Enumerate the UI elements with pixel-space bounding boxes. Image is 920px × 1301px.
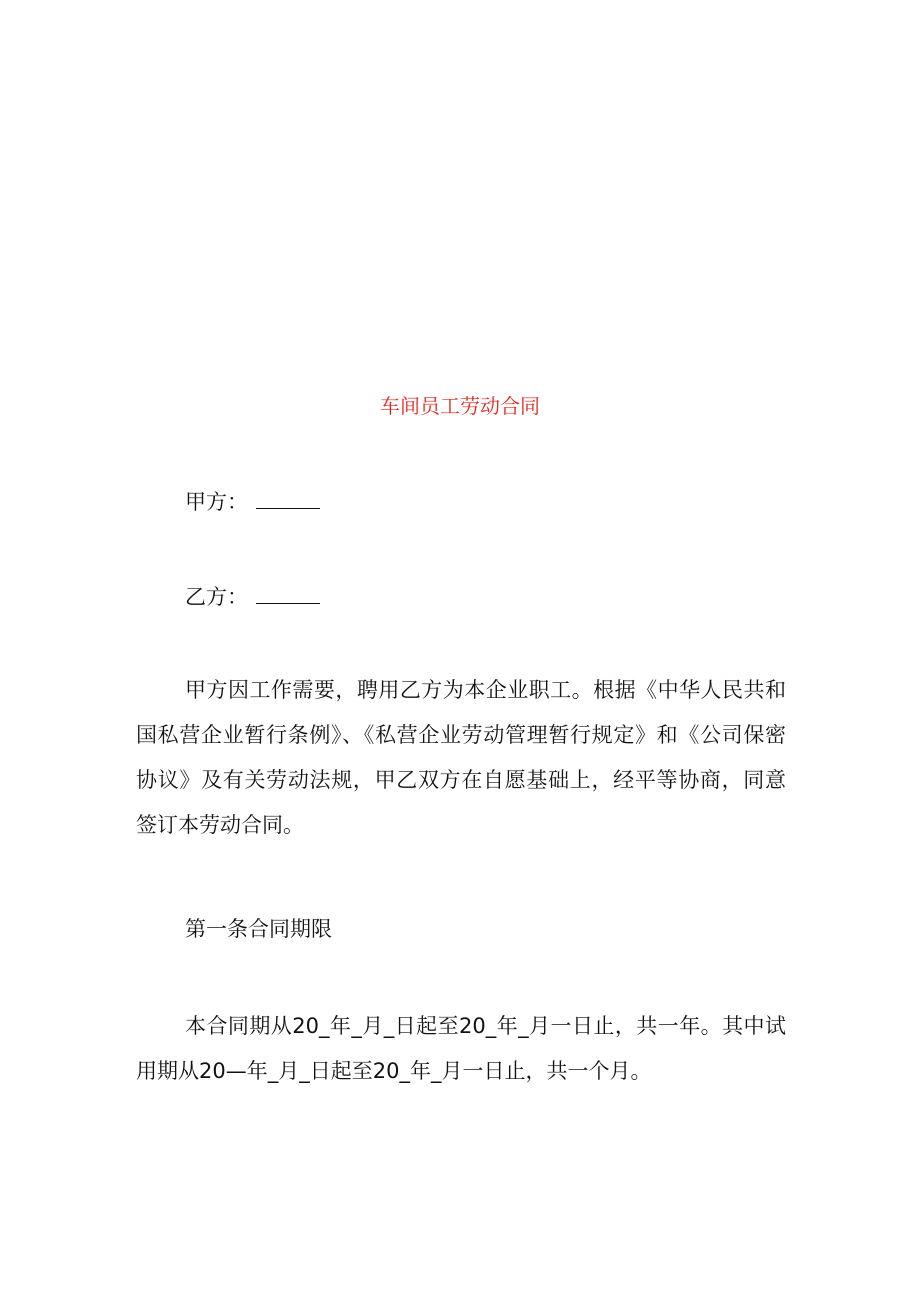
- intro-paragraph: 甲方因工作需要，聘用乙方为本企业职工。根据《中华人民共和国私营企业暂行条例》、《私营企业劳动管理暂行规定》和《公司保密协议》及有关劳动法规，甲乙双方在自愿基础上，经平等协商，同意签订本劳动合同。: [136, 678, 786, 837]
- party-b-label: 乙方：: [185, 585, 248, 609]
- article-1-body: 本合同期从20_年_月_日起至20_年_月一日止，共一年。其中试用期从20—年_月_日起至20_年_月一日止，共一个月。: [136, 1014, 786, 1083]
- party-a-label: 甲方：: [185, 490, 248, 514]
- article-1-heading: 第一条合同期限: [185, 917, 332, 941]
- party-b-line: [185, 582, 320, 612]
- document-title: 车间员工劳动合同: [380, 394, 540, 418]
- party-a-line: [185, 487, 320, 517]
- party-a-blank: [256, 490, 320, 509]
- party-b-blank: [256, 585, 320, 604]
